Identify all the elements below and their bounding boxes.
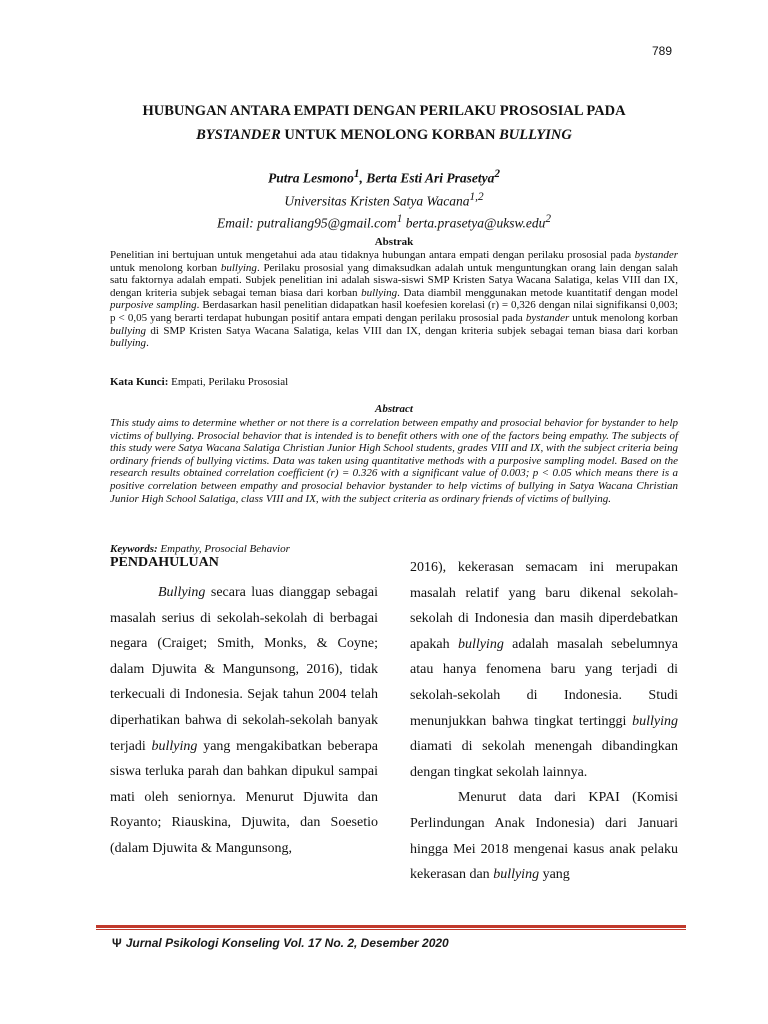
email-1[interactable]: Email: putraliang95@gmail.com: [217, 215, 397, 231]
kata-kunci-label: Kata Kunci:: [110, 376, 169, 388]
footer-rule: [96, 925, 686, 928]
section-heading-pendahuluan: PENDAHULUAN: [110, 555, 219, 570]
abstract-heading: Abstract: [375, 403, 413, 415]
keywords-label: Keywords:: [110, 543, 158, 555]
body-column-right: [410, 555, 678, 888]
author-names: [80, 165, 688, 188]
abstrak-heading: Abstrak: [374, 236, 414, 248]
keywords: [110, 543, 678, 555]
affiliation: [80, 188, 688, 211]
author-1-sup: 1: [353, 168, 360, 180]
kata-kunci: [110, 376, 678, 388]
paper-title-line-1: HUBUNGAN ANTARA EMPATI DENGAN PERILAKU PROSOSIAL PADA: [142, 103, 626, 119]
paragraph: 2016), kekerasan semacam ini merupakan masalah relatif yang baru dikenal sekolah-sekolah di Indonesia dan masih diperdebatkan apakah bullying adalah masalah sebelumnya atau hanya fenomena baru yang terjadi di sekolah-sekolah di Indonesia. Studi menunjukkan bahwa tingkat tertinggi bullying diamati di sekolah menengah dibandingkan dengan tingkat sekolah lainnya.: [410, 560, 678, 780]
author-2: Berta Esti Ari Prasetya: [366, 170, 495, 186]
title-italic-bystander: BYSTANDER: [196, 127, 281, 143]
journal-footer: [112, 936, 449, 950]
paragraph: Menurut data dari KPAI (Komisi Perlindungan Anak Indonesia) dari Januari hingga Mei 2018 mengenai kasus anak pelaku kekerasan dan bullying yang: [410, 790, 678, 883]
abstract-text: This study aims to determine whether or not there is a correlation between empathy and prosocial behavior for bystander to help victims of bullying. Prosocial behavior that is intended is to benefit others with one of the factors being empathy. The subjects of this study were Satya Wacana Salatiga Christian Junior High School students, grades VIII and IX, with the subject criteria being ordinary friends of bullying victims. Data was taken using quantitative methods with a purposive sampling model. Based on the research results obtained correlation coefficient (r) = 0.326 with a significant value of 0.003; p < 0.05 which means there is a positive correlation between empathy and prosocial behavior bystander to help victims of bullying in Satya Wacana Christian Junior High School Salatiga, class VIII and IX, with the subject criteria as ordinary friends of victims of bullying.: [110, 417, 678, 505]
author-2-sup: 2: [494, 168, 501, 180]
email-1-sup: 1: [396, 213, 403, 225]
emails: [80, 210, 688, 233]
author-sep: ,: [359, 170, 367, 186]
journal-footer-text: Jurnal Psikologi Konseling Vol. 17 No. 2, Desember 2020: [125, 936, 449, 950]
footer-rule-thin: [96, 929, 686, 930]
keywords-text: Empathy, Prosocial Behavior: [157, 543, 290, 555]
title-middle: UNTUK MENOLONG KORBAN: [280, 127, 500, 143]
title-italic-bullying: BULLYING: [499, 127, 572, 143]
email-2-sup: 2: [545, 213, 551, 225]
page-number: 789: [651, 44, 672, 58]
kata-kunci-text: Empati, Perilaku Prososial: [168, 376, 289, 388]
paper-title-line-2: [80, 127, 688, 144]
journal-logo-icon: Ψ: [112, 936, 122, 950]
affiliation-sup: 1,2: [469, 190, 484, 203]
email-2[interactable]: berta.prasetya@uksw.edu: [402, 215, 546, 231]
affiliation-text: Universitas Kristen Satya Wacana: [284, 193, 470, 208]
paragraph: Bullying secara luas dianggap sebagai masalah serius di sekolah-sekolah di berbagai negara (Craiget; Smith, Monks, & Coyne; dalam Djuwita & Mangunsong, 2016), tidak terkecuali di Indonesia. Sejak tahun 2004 telah diperhatikan bahwa di sekolah-sekolah banyak terjadi bullying yang mengakibatkan beberapa siswa terluka parah dan bahkan dipukul sampai mati oleh seniornya. Menurut Djuwita dan Royanto; Riauskina, Djuwita, dan Soesetio (dalam Djuwita & Mangunsong,: [110, 585, 378, 856]
body-column-left: [110, 580, 378, 862]
author-block: [80, 165, 688, 233]
author-1: Putra Lesmono: [267, 170, 354, 186]
abstrak-text: Penelitian ini bertujuan untuk mengetahui ada atau tidaknya hubungan antara empati dengan perilaku prososial pada bystander untuk menolong korban bullying. Perilaku prososial yang dimaksudkan adalah untuk menguntungkan orang lain dengan salah satu faktornya adalah empati. Subjek penelitian ini adalah siswa-siswi SMP Kristen Satya Wacana Salatiga, kelas VIII dan IX, dengan kriteria subjek sebagai teman biasa dari korban bullying. Data diambil menggunakan metode kuantitatif dengan model purposive sampling. Berdasarkan hasil penelitian didapatkan hasil koefesien korelasi (r) = 0,326 dengan nilai signifikansi 0,003; p < 0,05 yang berarti terdapat hubungan positif antara empati dengan perilaku prososial pada bystander untuk menolong korban bullying di SMP Kristen Satya Wacana Salatiga, kelas VIII dan IX, dengan kriteria subjek sebagai teman biasa dari korban bullying.: [110, 249, 678, 350]
